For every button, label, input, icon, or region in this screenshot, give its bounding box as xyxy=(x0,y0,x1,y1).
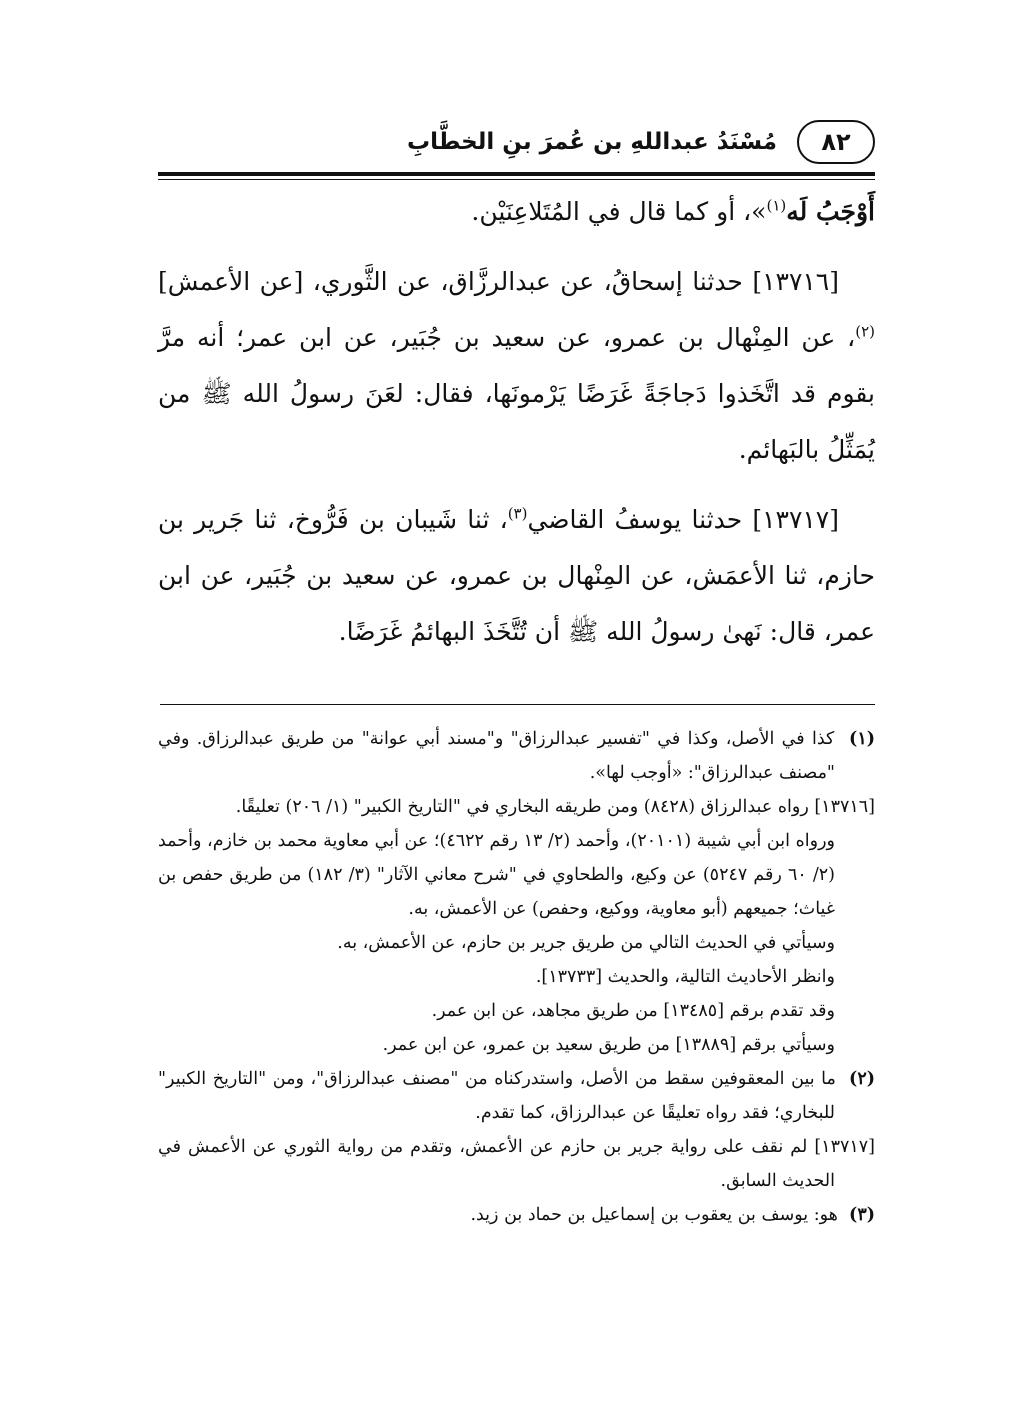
footnote-2 xyxy=(158,1062,875,1130)
footnote-ref-2: (٢) xyxy=(855,322,875,341)
takhrij-text: وسيأتي في الحديث التالي من طريق جرير بن حازم، عن الأعمش، به. xyxy=(337,933,835,953)
takhrij-text: وسيأتي برقم [١٣٨٨٩] من طريق سعيد بن عمرو، عن ابن عمر. xyxy=(382,1035,835,1055)
paragraph-continuation xyxy=(158,184,875,240)
paragraph-text: ، عن المِنْهال بن عمرو، عن سعيد بن جُبَير، عن ابن عمر؛ أنه مرَّ بقوم قد اتَّخَذوا دَجاجَةً غَرَضًا يَرْمونَها، فقال: لعَنَ رسولُ الله ﷺ من يُمَثِّلُ بالبَهائم. xyxy=(158,323,875,464)
takhrij-text: ورواه ابن أبي شيبة (٢٠١٠١)، وأحمد (٢/ ١٣ رقم ٤٦٢٢)؛ عن أبي معاوية محمد بن خازم، وأحمد (٢/ ٦٠ رقم ٥٢٤٧) عن وكيع، والطحاوي في "شرح معاني الآثار" (٣/ ١٨٢) من طريق حفص بن غياث؛ جميعهم (أبو معاوية، ووكيع، وحفص) عن الأعمش، به. xyxy=(158,831,835,919)
footnote-3 xyxy=(158,1198,875,1232)
footnote-label: (٣) xyxy=(849,1205,875,1225)
paragraph-text: ، ثنا شَيبان بن فَرُّوخ، ثنا جَرير بن حازم، ثنا الأعمَش، عن المِنْهال بن عمرو، عن سعيد بن جُبَير، عن ابن عمر، قال: نَهىٰ رسولُ الله ﷺ أن تُتَّخَذَ البهائمُ غَرَضًا. xyxy=(158,505,875,646)
hadith-13716 xyxy=(158,254,875,478)
footnote-ref-3: (٣) xyxy=(507,504,528,523)
header-rule-thick xyxy=(158,172,875,176)
running-title: مُسْنَدُ عبداللهِ بن عُمرَ بنِ الخطَّابِ xyxy=(407,129,777,155)
takhrij-text: وانظر الأحاديث التالية، والحديث [١٣٧٣٣]. xyxy=(535,967,835,987)
footnote-text: هو: يوسف بن يعقوب بن إسماعيل بن حماد بن زيد. xyxy=(470,1205,838,1225)
header-rule-thin xyxy=(158,179,875,180)
takhrij-text: وقد تقدم برقم [١٣٤٨٥] من طريق مجاهد، عن ابن عمر. xyxy=(431,1001,835,1021)
page-header xyxy=(158,120,875,172)
footnote-text: كذا في الأصل، وكذا في "تفسير عبدالرزاق" و"مسند أبي عوانة" من طريق عبدالرزاق. وفي "مصنف عبدالرزاق": «أوجب لها». xyxy=(158,729,835,783)
footnote-separator xyxy=(160,704,875,705)
footnote-text: [١٣٧١٧] لم نقف على رواية جرير بن حازم عن الأعمش، وتقدم من رواية الثوري عن الأعمش في الحديث السابق. xyxy=(158,1137,875,1191)
main-text xyxy=(158,184,875,660)
takhrij-13717 xyxy=(158,1130,875,1198)
footnotes xyxy=(158,722,875,1232)
takhrij-13716 xyxy=(158,790,875,824)
hadith-13717 xyxy=(158,492,875,660)
footnote-text: ما بين المعقوفين سقط من الأصل، واستدركناه من "مصنف عبدالرزاق"، ومن "التاريخ الكبير" للبخاري؛ فقد رواه تعليقًا عن عبدالرزاق، كما تقدم. xyxy=(158,1069,836,1123)
paragraph-text: [١٣٧١٧] حدثنا يوسفُ القاضي xyxy=(527,505,839,534)
footnote-ref-1: (١) xyxy=(766,196,787,215)
page-number: ٨٢ xyxy=(797,120,875,164)
footnote-text: [١٣٧١٦] رواه عبدالرزاق (٨٤٢٨) ومن طريقه البخاري في "التاريخ الكبير" (١/ ٢٠٦) تعليقًا. xyxy=(235,797,875,817)
footnote-label: (١) xyxy=(849,729,875,749)
footnote-1 xyxy=(158,722,875,790)
bold-phrase: أَوْجَبُ لَه xyxy=(786,197,875,226)
paragraph-text: »، أو كما قال في المُتَلاعِنَيْن. xyxy=(471,197,767,226)
footnote-label: (٢) xyxy=(849,1069,875,1089)
paragraph-text: [١٣٧١٦] حدثنا إسحاقُ، عن عبدالرزَّاق، عن الثَّوري، [عن الأعمش] xyxy=(158,267,839,296)
